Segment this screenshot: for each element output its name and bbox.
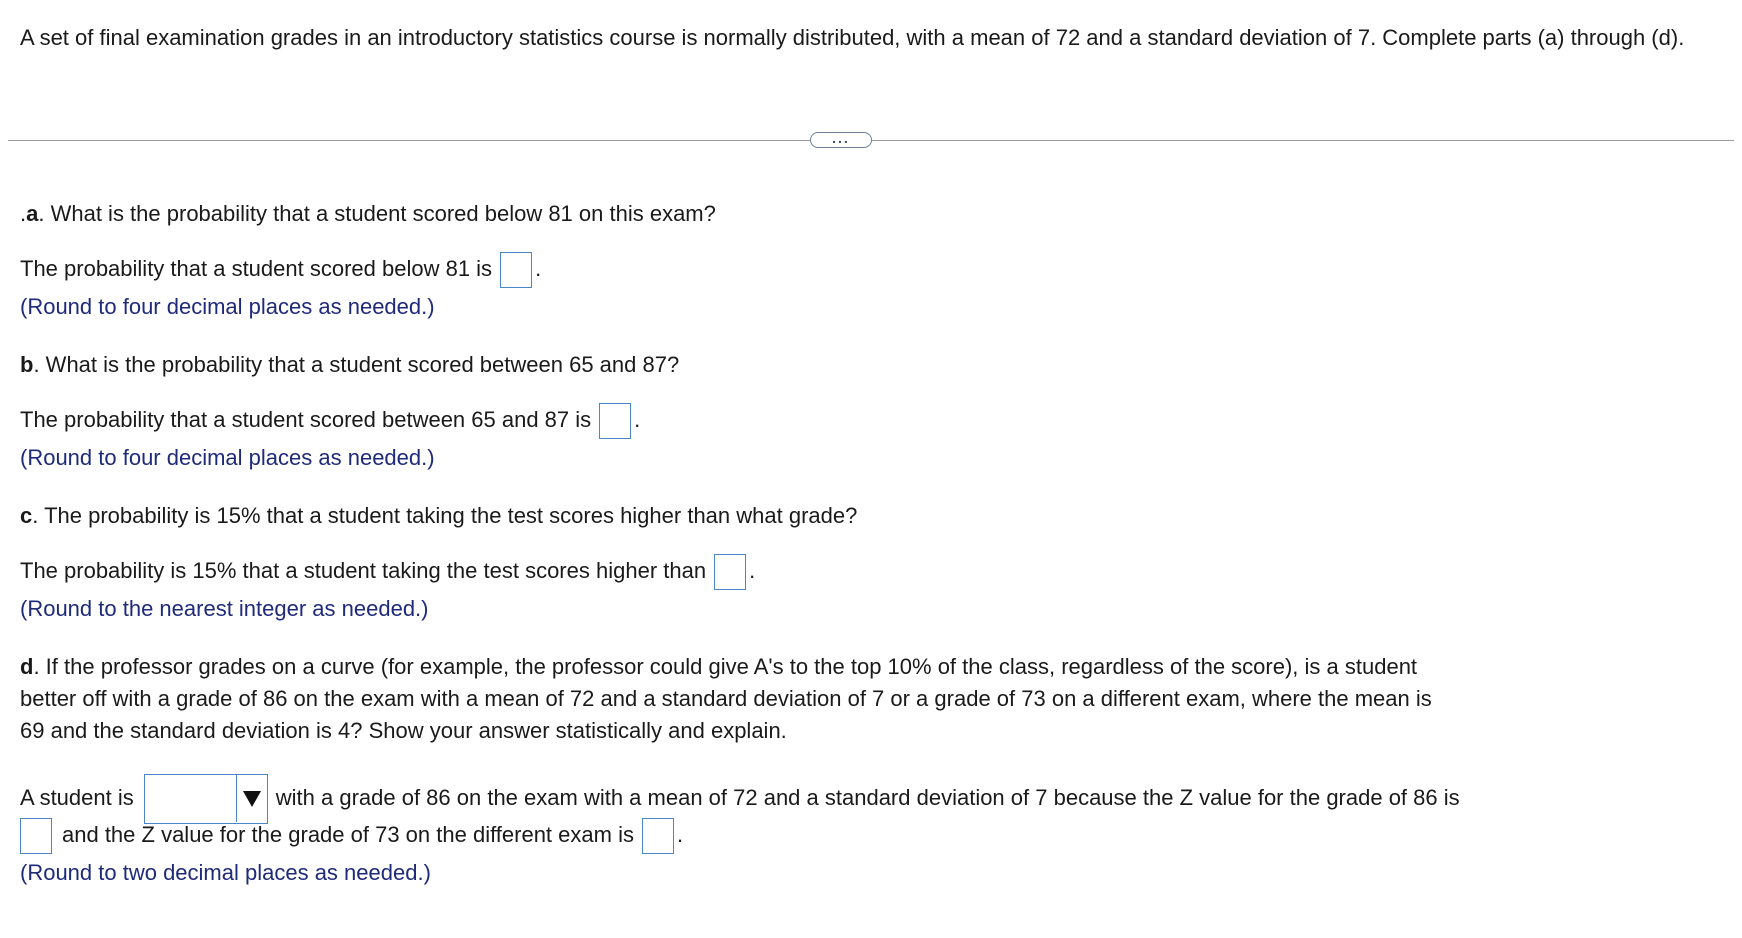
part-d-question-line-2: better off with a grade of 86 on the exam with a mean of 72 and a standard deviation of 7 or a grade of 73 on a different exam, where the mean is: [20, 686, 1432, 711]
part-b-answer-input[interactable]: [599, 403, 631, 439]
part-d-z-row: and the Z value for the grade of 73 on the different exam is .: [20, 818, 683, 854]
part-c-question: c. The probability is 15% that a student taking the test scores higher than what grade?: [20, 503, 858, 528]
part-d-letter: d: [20, 654, 34, 679]
part-a-answer-input[interactable]: [500, 252, 532, 288]
part-d-answer-row: A student is with a grade of 86 on the exam with a mean of 72 and a standard deviation of 7 because the Z value for the grade of 86 is: [20, 774, 1460, 824]
z-value-73-input[interactable]: [642, 818, 674, 854]
part-c-letter: c: [20, 503, 33, 528]
part-a-question: .a. What is the probability that a student scored below 81 on this exam?: [20, 201, 716, 226]
part-c-answer-row: The probability is 15% that a student taking the test scores higher than .: [20, 554, 755, 590]
ellipsis-icon: ...: [832, 129, 850, 146]
problem-statement: A set of final examination grades in an introductory statistics course is normally distributed, with a mean of 72 and a standard deviation of 7. Complete parts (a) through (d).: [20, 25, 1685, 50]
more-options-button[interactable]: [810, 129, 872, 148]
part-b-letter: b: [20, 352, 34, 377]
z-value-86-input[interactable]: [20, 818, 52, 854]
better-off-dropdown[interactable]: [144, 774, 268, 824]
dropdown-arrow[interactable]: [236, 775, 267, 822]
part-a-hint: (Round to four decimal places as needed.): [20, 294, 435, 319]
part-d-question-line-1: d. If the professor grades on a curve (for example, the professor could give A's to the top 10% of the class, regardless of the score), is a student: [20, 654, 1418, 679]
part-c-hint: (Round to the nearest integer as needed.): [20, 596, 429, 621]
part-b-question: b. What is the probability that a student scored between 65 and 87?: [20, 352, 680, 377]
part-a-answer-row: The probability that a student scored below 81 is .: [20, 252, 541, 288]
part-a-letter: a: [26, 201, 39, 226]
part-b-hint: (Round to four decimal places as needed.): [20, 445, 435, 470]
part-d-question-line-3: 69 and the standard deviation is 4? Show your answer statistically and explain.: [20, 718, 787, 743]
part-b-answer-row: The probability that a student scored between 65 and 87 is .: [20, 403, 640, 439]
part-d-hint: (Round to two decimal places as needed.): [20, 860, 431, 885]
part-c-answer-input[interactable]: [714, 554, 746, 590]
triangle-down-icon: [243, 791, 261, 807]
